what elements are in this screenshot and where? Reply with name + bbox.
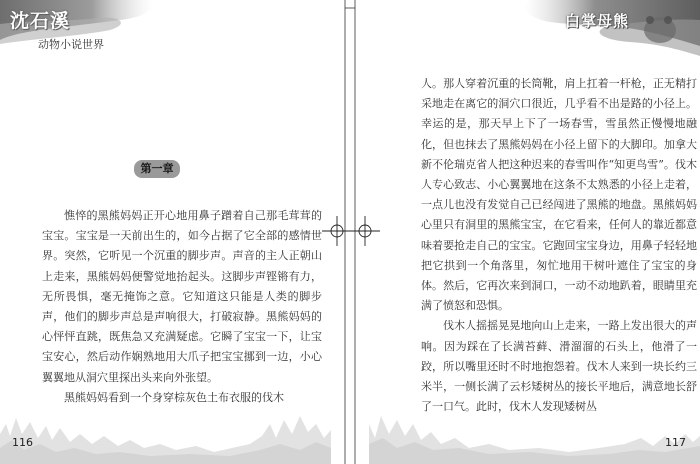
paragraph: 黑熊妈妈看到一个身穿棕灰色土布衣服的伐木 (64, 390, 284, 404)
chapter-heading: 第一章 (134, 160, 180, 178)
paragraph: 人。那人穿着沉重的长筒靴，肩上扛着一杆枪，正无精打采地走在离它的洞穴口很近，几乎看不出是路的小径上。幸运的是，那天早上下了一场春雪，雪虽然正慢慢地融化，但也抹去了黑熊妈妈在小径上留下的大脚印。加拿大新不伦瑞克省人把这种迟来的春雪叫作“知更鸟雪”。伐木人专心致志、小心翼翼地在这条不太熟悉的小径上走着，一点儿也没有发觉自己已经闯进了黑熊的地盘。黑熊妈妈心里只有洞里的黑熊宝宝，在它看来，任何人的靠近都意味着要抢走自己的宝宝。它跑回宝宝身边，用鼻子轻轻地把它拱到一个角落里，匆忙地用干树叶遮住了宝宝的身体。然后，它再次来到洞口，一动不动地趴着，眼睛里充满了愤怒和恐惧。 (421, 77, 697, 313)
right-body-text (421, 74, 697, 417)
left-page (0, 0, 331, 464)
paragraph: 伐木人摇摇晃晃地向山上走来，一路上发出很大的声响。因为踩在了长满苔藓、滑溜溜的石头上，他滑了一跤，所以嘴里还时不时地抱怨着。伐木人来到一块长约三米半，一侧长满了云杉矮树丛的接长平地后，满意地长舒了一口气。此时，伐木人发现矮树丛 (421, 319, 697, 414)
story-title: 白掌母熊 (565, 12, 630, 30)
paragraph: 憔悴的黑熊妈妈正开心地用鼻子蹭着自己那毛茸茸的宝宝。宝宝是一天前出生的，如今占据了它全部的感情世界。突然，它听见一个沉重的脚步声。声音的主人正朝山上走来，黑熊妈妈便警觉地抬起头。这脚步声铿锵有力，无所畏惧，毫无掩饰之意。它知道这只能是人类的脚步声，他们的脚步声总是声响很大，打破寂静。黑熊妈妈的心怦怦直跳，既焦急又充满疑虑。它瞬了宝宝一下，让宝宝安心，然后动作娴熟地用大爪子把宝宝挪到一边，小心翼翼地从洞穴里探出头来向外张望。 (42, 209, 322, 384)
forest-silhouette-decoration (0, 394, 331, 464)
series-subtitle: 动物小说世界 (38, 38, 104, 51)
left-body-text (42, 206, 322, 408)
right-page (369, 0, 700, 464)
registration-mark-icon (322, 216, 352, 246)
book-title: 沈石溪 (10, 10, 71, 32)
forest-silhouette-decoration (369, 394, 700, 464)
page-number: 116 (12, 436, 33, 449)
page-number: 117 (665, 436, 686, 449)
